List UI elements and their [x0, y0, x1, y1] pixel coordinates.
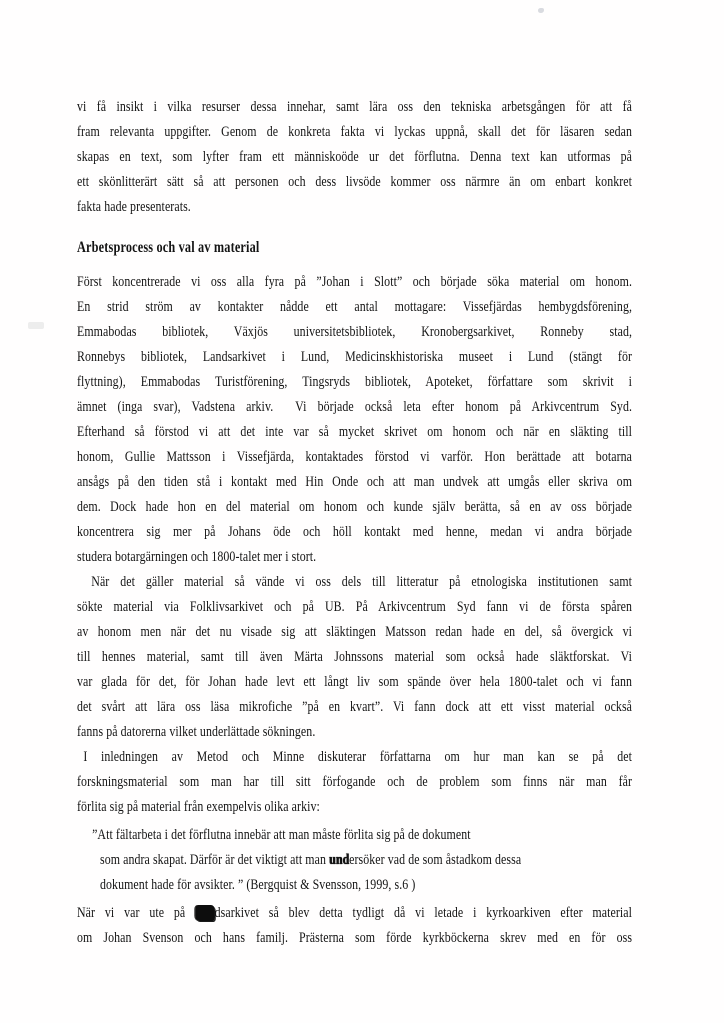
- body-text: dsarkivet så blev detta tydligt då vi letade i kyrkoarkiven efter material: [214, 905, 633, 921]
- text-line: flyttning), Emmabodas Turistförening, Tingsryds bibliotek, Apoteket, författare som skrivit i: [77, 374, 633, 390]
- quote-line-citation: dokument hade för avsikter. ” (Bergquist & Svensson, 1999, s.6 ): [99, 877, 416, 893]
- text-line: fakta hade presenterats.: [77, 199, 191, 215]
- text-line: ämnet (inga svar), Vadstena arkiv. Vi började också leta efter honom på Arkivcentrum Syd.: [77, 399, 633, 415]
- text-line: skapas en text, som lyfter fram ett människoöde ur det förflutna. Denna text kan utformas på: [77, 149, 633, 165]
- text-line: dem. Dock hade hon en del material om honom och kunde själv berätta, så en av oss började: [77, 499, 633, 515]
- text-line: vi få insikt i vilka resurser dessa innehar, samt lära oss den tekniska arbetsgången för att få: [77, 99, 633, 115]
- text-line: När det gäller material så vände vi oss dels till litteratur på etnologiska institutionen samt: [91, 574, 633, 590]
- text-line: forskningsmaterial som man har till sitt förfogande och de problem som finns när man får: [77, 774, 633, 790]
- text-line: Emmabodas bibliotek, Växjös universitetsbibliotek, Kronobergsarkivet, Ronneby stad,: [77, 324, 633, 340]
- text-line: Ronnebys bibliotek, Landsarkivet i Lund, Medicinskhistoriska museet i Lund (stängt för: [77, 349, 633, 365]
- paragraph-2: [77, 270, 632, 570]
- text-line: det svårt att lära oss läsa mikrofiche ”på en kvart”. Vi fann dock att ett visst material också: [77, 699, 633, 715]
- quote-line: [77, 848, 632, 873]
- ink-blot: [195, 905, 215, 921]
- section-heading: Arbetsprocess och val av material: [77, 239, 260, 256]
- text-line: koncentrera sig mer på Johans öde och höll kontakt med henne, medan vi andra började: [77, 524, 633, 540]
- scan-speck-artifact: [538, 8, 544, 13]
- text-line: Efterhand så förstod vi att det inte var så mycket skrivet om honom och när en släkting till: [77, 424, 633, 440]
- document-text-column: [77, 95, 632, 951]
- text-line: fram relevanta uppgifter. Genom de konkreta fakta vi lyckas uppnå, skall det för läsaren sedan: [77, 124, 633, 140]
- ink-smudge: und: [329, 852, 350, 868]
- paragraph-5: [77, 901, 632, 951]
- scan-smudge-artifact: [28, 322, 44, 329]
- block-quote: [77, 823, 632, 898]
- text-line: I inledningen av Metod och Minne diskuterar författarna om hur man kan se på det: [83, 749, 633, 765]
- text-line: ansågs på den tiden stå i kontakt med Hin Onde och att man undvek att umgås eller skriva om: [77, 474, 633, 490]
- paragraph-1: [77, 95, 632, 220]
- text-line: En strid ström av kontakter nådde ett antal mottagare: Vissefjärdas hembygdsförening,: [77, 299, 633, 315]
- quote-text: ersöker vad de som åstadkom dessa: [349, 852, 522, 868]
- text-line: studera botargärningen och 1800-talet mer i stort.: [77, 549, 317, 565]
- text-line: Först koncentrerade vi oss alla fyra på ”Johan i Slott” och började söka material om honom.: [77, 274, 633, 290]
- text-line: till hennes material, samt till även Märta Johnssons material som också hade släktforskat. Vi: [77, 649, 633, 665]
- text-line: om Johan Svenson och hans familj. Prästerna som förde kyrkböckerna skrev med en för oss: [77, 930, 633, 946]
- paragraph-3: [77, 570, 632, 745]
- text-line: var glada för det, för Johan hade levt ett långt liv som spände över hela 1800-talet och vi fann: [77, 674, 633, 690]
- text-line: [77, 901, 632, 926]
- text-line: ett skönlitterärt sätt så att personen och dess livsöde kommer oss närmre än om enbart konkret: [77, 174, 633, 190]
- text-line: förlita sig på material från exempelvis olika arkiv:: [77, 799, 320, 815]
- body-text: När vi var ute på: [77, 905, 196, 921]
- text-line: sökte material via Folklivsarkivet och på UB. På Arkivcentrum Syd fann vi de första spåren: [77, 599, 633, 615]
- text-line: honom, Gullie Mattsson i Vissefjärda, kontaktades förstod vi varför. Hon berättade att botarna: [77, 449, 633, 465]
- quote-text: som andra skapat. Därför är det viktigt att man: [99, 852, 330, 868]
- paragraph-4: [77, 745, 632, 820]
- quote-line: ”Att fältarbeta i det förflutna innebär att man måste förlita sig på de dokument: [92, 827, 471, 843]
- text-line: fanns på datorerna vilket underlättade sökningen.: [77, 724, 316, 740]
- text-line: av honom men när det nu visade sig att släktingen Matsson redan hade en del, så övergick vi: [77, 624, 633, 640]
